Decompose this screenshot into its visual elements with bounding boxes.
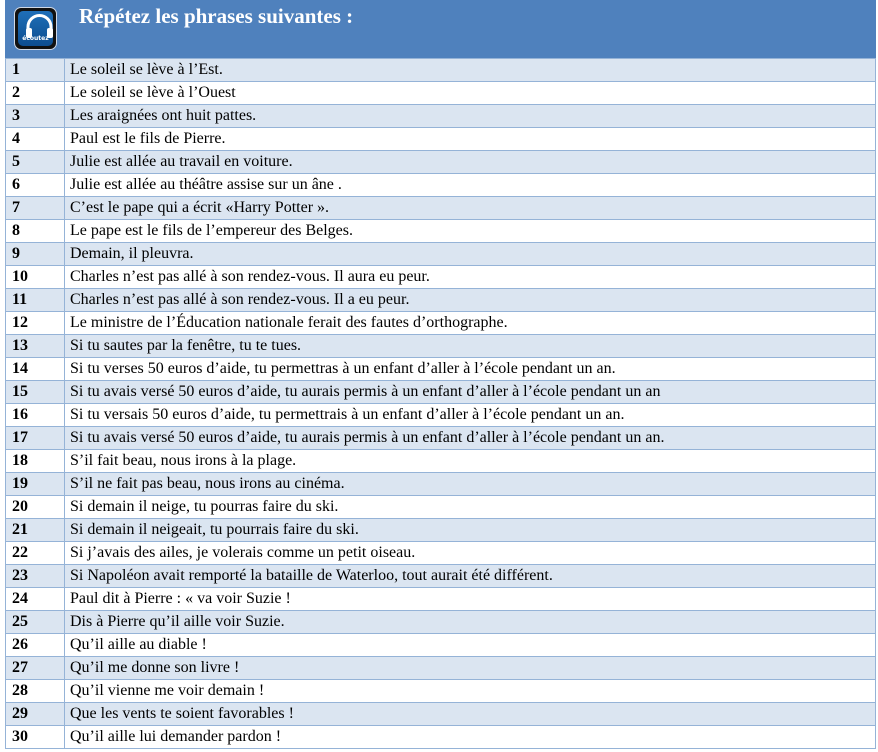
table-row: [6, 197, 876, 220]
row-number: 16: [6, 404, 65, 427]
row-sentence: Dis à Pierre qu’il aille voir Suzie.: [65, 611, 876, 634]
row-number: 24: [6, 588, 65, 611]
table-row: [6, 174, 876, 197]
row-number: 13: [6, 335, 65, 358]
row-sentence: Le soleil se lève à l’Est.: [65, 59, 876, 82]
page-title: Répétez les phrases suivantes :: [79, 4, 354, 28]
row-sentence: Qu’il aille au diable !: [65, 634, 876, 657]
row-sentence: Charles n’est pas allé à son rendez-vous. Il a eu peur.: [65, 289, 876, 312]
row-number: 11: [6, 289, 65, 312]
row-number: 15: [6, 381, 65, 404]
table-row: [6, 588, 876, 611]
row-number: 22: [6, 542, 65, 565]
row-number: 21: [6, 519, 65, 542]
table-row: [6, 82, 876, 105]
row-sentence: Charles n’est pas allé à son rendez-vous. Il aura eu peur.: [65, 266, 876, 289]
table-row: [6, 726, 876, 749]
row-number: 2: [6, 82, 65, 105]
table-row: [6, 289, 876, 312]
row-number: 17: [6, 427, 65, 450]
table-row: [6, 427, 876, 450]
row-sentence: Qu’il me donne son livre !: [65, 657, 876, 680]
row-number: 26: [6, 634, 65, 657]
row-number: 29: [6, 703, 65, 726]
table-row: [6, 312, 876, 335]
sentence-table: [5, 58, 876, 749]
row-sentence: Que les vents te soient favorables !: [65, 703, 876, 726]
row-sentence: Demain, il pleuvra.: [65, 243, 876, 266]
row-sentence: Julie est allée au travail en voiture.: [65, 151, 876, 174]
table-row: [6, 404, 876, 427]
table-row: [6, 243, 876, 266]
row-number: 8: [6, 220, 65, 243]
table-row: [6, 496, 876, 519]
row-sentence: Si tu verses 50 euros d’aide, tu permettras à un enfant d’aller à l’école pendant un an.: [65, 358, 876, 381]
row-sentence: Si demain il neigeait, tu pourrais faire du ski.: [65, 519, 876, 542]
row-sentence: Les araignées ont huit pattes.: [65, 105, 876, 128]
row-sentence: Paul dit à Pierre : « va voir Suzie !: [65, 588, 876, 611]
row-number: 25: [6, 611, 65, 634]
table-row: [6, 358, 876, 381]
table-row: [6, 519, 876, 542]
row-sentence: Le soleil se lève à l’Ouest: [65, 82, 876, 105]
table-row: [6, 634, 876, 657]
row-sentence: S’il fait beau, nous irons à la plage.: [65, 450, 876, 473]
table-row: [6, 450, 876, 473]
row-sentence: Si tu sautes par la fenêtre, tu te tues.: [65, 335, 876, 358]
row-sentence: Julie est allée au théâtre assise sur un âne .: [65, 174, 876, 197]
row-number: 20: [6, 496, 65, 519]
row-sentence: Qu’il aille lui demander pardon !: [65, 726, 876, 749]
table-row: [6, 151, 876, 174]
table-row: [6, 128, 876, 151]
table-row: [6, 381, 876, 404]
row-sentence: Le pape est le fils de l’empereur des Belges.: [65, 220, 876, 243]
row-number: 30: [6, 726, 65, 749]
row-number: 1: [6, 59, 65, 82]
row-sentence: Si demain il neige, tu pourras faire du ski.: [65, 496, 876, 519]
table-row: [6, 703, 876, 726]
row-sentence: Si j’avais des ailes, je volerais comme un petit oiseau.: [65, 542, 876, 565]
headphones-icon[interactable]: [14, 7, 57, 50]
row-number: 7: [6, 197, 65, 220]
row-number: 19: [6, 473, 65, 496]
row-number: 27: [6, 657, 65, 680]
row-number: 28: [6, 680, 65, 703]
table-row: [6, 59, 876, 82]
row-number: 5: [6, 151, 65, 174]
exercise-sheet: [5, 0, 876, 749]
row-number: 12: [6, 312, 65, 335]
row-sentence: Si tu avais versé 50 euros d’aide, tu aurais permis à un enfant d’aller à l’école pendant un an.: [65, 427, 876, 450]
row-sentence: Si tu avais versé 50 euros d’aide, tu aurais permis à un enfant d’aller à l’école pendant un an: [65, 381, 876, 404]
row-number: 18: [6, 450, 65, 473]
table-row: [6, 657, 876, 680]
table-row: [6, 105, 876, 128]
table-row: [6, 473, 876, 496]
table-row: [6, 542, 876, 565]
icon-label: écoutez: [22, 35, 49, 42]
table-row: [6, 266, 876, 289]
table-row: [6, 611, 876, 634]
row-sentence: Si tu versais 50 euros d’aide, tu permettrais à un enfant d’aller à l’école pendant un an.: [65, 404, 876, 427]
table-row: [6, 220, 876, 243]
row-sentence: Paul est le fils de Pierre.: [65, 128, 876, 151]
row-number: 10: [6, 266, 65, 289]
row-sentence: Qu’il vienne me voir demain !: [65, 680, 876, 703]
header-bar: [5, 0, 876, 58]
row-number: 4: [6, 128, 65, 151]
table-row: [6, 335, 876, 358]
row-number: 3: [6, 105, 65, 128]
row-number: 9: [6, 243, 65, 266]
row-sentence: C’est le pape qui a écrit «Harry Potter ».: [65, 197, 876, 220]
row-number: 6: [6, 174, 65, 197]
table-row: [6, 565, 876, 588]
row-sentence: Le ministre de l’Éducation nationale ferait des fautes d’orthographe.: [65, 312, 876, 335]
table-row: [6, 680, 876, 703]
row-number: 14: [6, 358, 65, 381]
row-number: 23: [6, 565, 65, 588]
row-sentence: Si Napoléon avait remporté la bataille de Waterloo, tout aurait été différent.: [65, 565, 876, 588]
row-sentence: S’il ne fait pas beau, nous irons au cinéma.: [65, 473, 876, 496]
